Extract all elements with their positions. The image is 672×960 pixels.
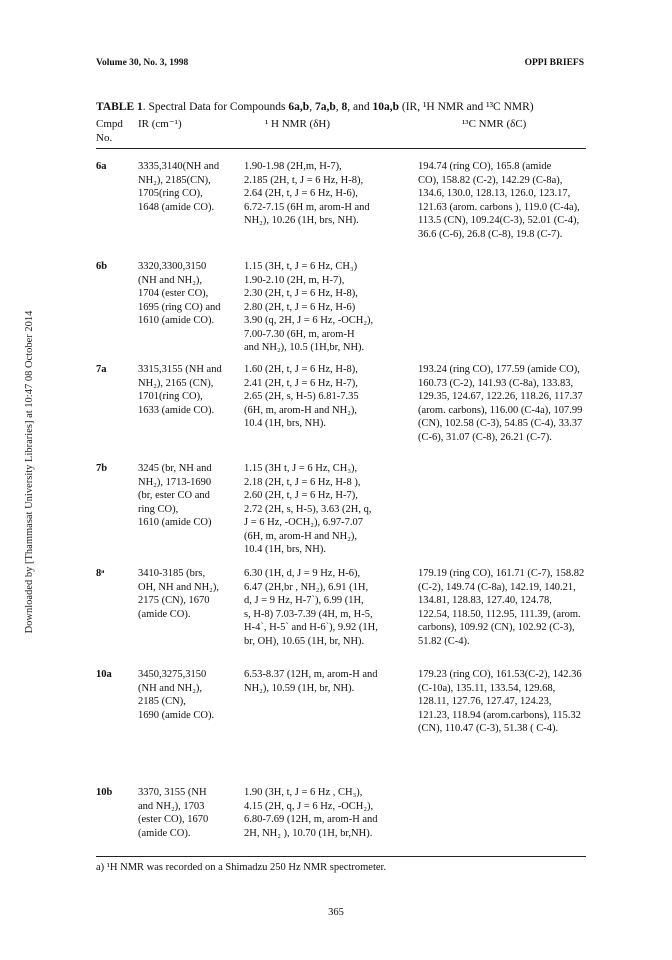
- table-caption: [96, 101, 596, 113]
- cell-h-nmr: 6.53-8.37 (12H, m, arom-H and NH₂), 10.59 (1H, br, NH).: [244, 669, 378, 694]
- page-number: 365: [328, 907, 344, 918]
- cell-compound: 7a: [96, 364, 107, 375]
- header-cmpd: [96, 117, 123, 145]
- cell-h-nmr: 1.90 (3H, t, J = 6 Hz , CH₃), 4.15 (2H, q, J = 6 Hz, -OCH₂), 6.80-7.69 (12H, m, arom-H and 2H, NH₂ ), 10.70 (1H, br,NH).: [244, 787, 378, 839]
- cell-compound: 8ᵃ: [96, 568, 105, 579]
- cell-ir: 3335,3140(NH and NH₂), 2185(CN), 1705(ring CO), 1648 (amide CO).: [138, 161, 220, 213]
- cell-c-nmr: 179.19 (ring CO), 161.71 (C-7), 158.82 (C-2), 149.74 (C-8a), 142.19, 140.21, 134.81, 128.83, 127.40, 124.78, 122.54, 118.50, 112.95, 111.39, (arom. carbons), 109.92 (CN), 102.92 (C-3), 51.82 (C-4).: [418, 568, 585, 647]
- cell-c-nmr: 193.24 (ring CO), 177.59 (amide CO), 160.73 (C-2), 141.93 (C-8a), 133.83, 129.35, 124.67, 122.26, 118.26, 117.37 (arom. carbons), 116.00 (C-4a), 107.99 (CN), 102.58 (C-3), 54.85 (C-4), 33.37 (C-6), 31.07 (C-8), 26.21 (C-7).: [418, 364, 583, 443]
- cell-ir: 3320,3300,3150 (NH and NH₂), 1704 (ester CO), 1695 (ring CO) and 1610 (amide CO).: [138, 261, 221, 326]
- cell-compound: 7b: [96, 463, 108, 474]
- table-label: TABLE 1: [96, 101, 143, 113]
- cell-compound: 10a: [96, 669, 112, 680]
- cell-h-nmr: 1.15 (3H t, J = 6 Hz, CH₃), 2.18 (2H, t, J = 6 Hz, H-8 ), 2.60 (2H, t, J = 6 Hz, H-7), 2.72 (2H, s, H-5), 3.63 (2H, q, J = 6 Hz, -OCH₂), 6.97-7.07 (6H, m, arom-H and NH₂), 10.4 (1H, brs, NH).: [244, 463, 372, 555]
- header-ir: IR (cm⁻¹): [138, 118, 182, 130]
- section-name: OPPI BRIEFS: [524, 58, 584, 68]
- header-c-nmr: ¹³C NMR (δC): [462, 118, 527, 130]
- caption-compound-3: 8: [341, 101, 348, 113]
- caption-sep-1: ,: [309, 101, 315, 113]
- cell-h-nmr: 1.90-1.98 (2H,m, H-7), 2.185 (2H, t, J = 6 Hz, H-8), 2.64 (2H, t, J = 6 Hz, H-6), 6.72-7.15 (6H m, arom-H and NH₂), 10.26 (1H, brs, NH).: [244, 161, 370, 226]
- caption-compound-2: 7a,b: [314, 101, 336, 113]
- cell-ir: 3245 (br, NH and NH₂), 1713-1690 (br, ester CO and ring CO), 1610 (amide CO): [138, 463, 212, 528]
- cell-ir: 3410-3185 (brs, OH, NH and NH₂), 2175 (CN), 1670 (amide CO).: [138, 568, 219, 620]
- cell-h-nmr: 6.30 (1H, d, J = 9 Hz, H-6), 6.47 (2H,br , NH₂), 6.91 (1H, d, J = 9 Hz, H-7`), 6.99 (1H, s, H-8) 7.03-7.39 (4H, m, H-5, H-4`, H-5` and H-6`), 9.92 (1H, br, OH), 10.65 (1H, br, NH).: [244, 568, 378, 647]
- caption-sep-2: ,: [335, 101, 342, 113]
- cell-ir: 3370, 3155 (NH and NH₂), 1703 (ester CO), 1670 (amide CO).: [138, 787, 209, 839]
- cell-h-nmr: 1.60 (2H, t, J = 6 Hz, H-8), 2.41 (2H, t, J = 6 Hz, H-7), 2.65 (2H, s, H-5) 6.81-7.35 (6H, m, arom-H and NH₂), 10.4 (1H, brs, NH).: [244, 364, 359, 429]
- cell-h-nmr: 1.15 (3H, t, J = 6 Hz, CH₃) 1.90-2.10 (2H, m, H-7), 2.30 (2H, t, J = 6 Hz, H-8), 2.80 (2H, t, J = 6 Hz, H-6) 3.90 (q, 2H, J = 6 Hz, -OCH₂), 7.00-7.30 (6H, m, arom-H and NH₂), 10.5 (1H,br, NH).: [244, 261, 374, 353]
- header-rule: [96, 148, 586, 149]
- cell-c-nmr: 179.23 (ring CO), 161.53(C-2), 142.36 (C-10a), 135.11, 133.54, 129.68, 128.11, 127.76, 127.47, 124.23, 121.23, 118.94 (arom.carbons), 115.32 (CN), 110.47 (C-3), 51.38 ( C-4).: [418, 669, 582, 734]
- header-h-nmr: ¹ H NMR (δH): [265, 118, 331, 130]
- journal-volume: Volume 30, No. 3, 1998: [96, 58, 189, 68]
- caption-sep-3: , and: [347, 101, 373, 113]
- caption-text-1: . Spectral Data for Compounds: [142, 101, 289, 113]
- caption-compound-1: 6a,b: [288, 101, 310, 113]
- cell-ir: 3315,3155 (NH and NH₂), 2165 (CN), 1701(ring CO), 1633 (amide CO).: [138, 364, 222, 416]
- header-cmpd-line1: Cmpd: [96, 118, 123, 130]
- caption-compound-4: 10a,b: [372, 101, 399, 113]
- cell-c-nmr: 194.74 (ring CO), 165.8 (amide CO), 158.82 (C-2), 142.29 (C-8a), 134.6, 130.0, 128.13, 126.0, 123.17, 121.63 (arom. carbons ), 119.0 (C-4a), 113.5 (CN), 109.24(C-3), 52.01 (C-4), 36.6 (C-6), 26.8 (C-8), 19.8 (C-7).: [418, 161, 580, 240]
- download-watermark: Downloaded by [Thammasat University Libraries] at 10:47 08 October 2014: [24, 310, 35, 634]
- cell-compound: 10b: [96, 787, 113, 798]
- bottom-rule: [96, 856, 586, 857]
- cell-compound: 6b: [96, 261, 108, 272]
- caption-text-2: (IR, ¹H NMR and ¹³C NMR): [398, 101, 534, 113]
- header-cmpd-line2: No.: [96, 132, 113, 144]
- cell-compound: 6a: [96, 161, 107, 172]
- cell-ir: 3450,3275,3150 (NH and NH₂), 2185 (CN), 1690 (amide CO).: [138, 669, 215, 721]
- table-footnote: a) ¹H NMR was recorded on a Shimadzu 250 Hz NMR spectrometer.: [96, 862, 387, 873]
